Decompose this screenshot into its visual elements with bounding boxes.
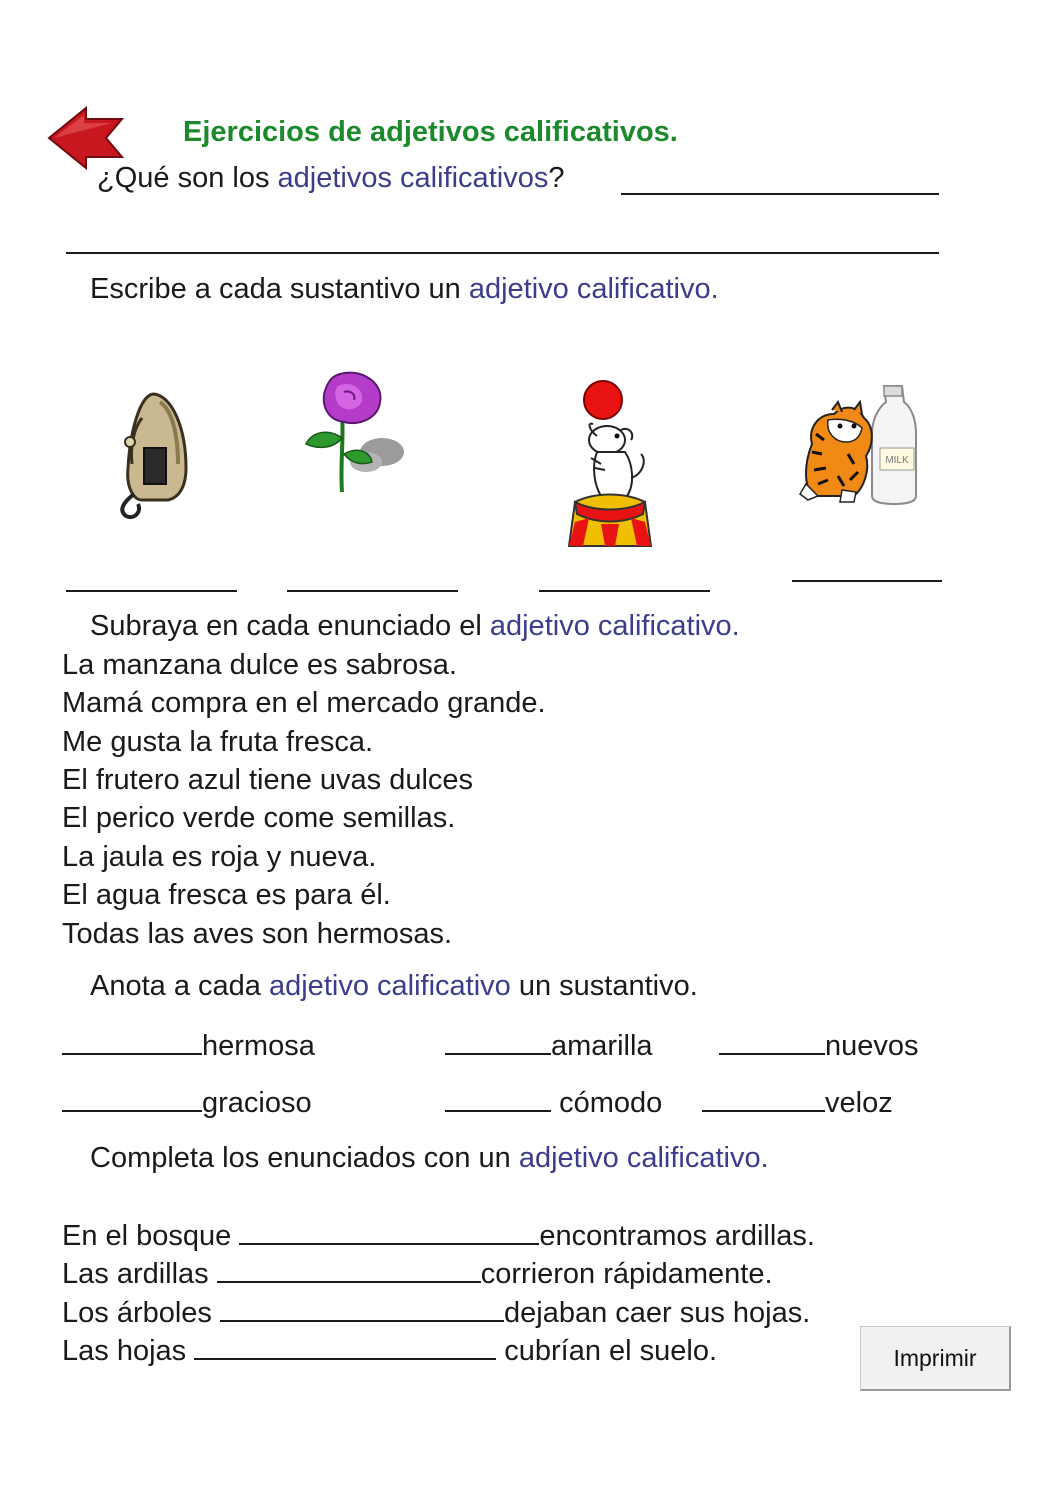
sentence-start: En el bosque <box>62 1220 240 1252</box>
word: cómodo <box>559 1087 663 1119</box>
answer-blank[interactable] <box>66 252 939 254</box>
sentence: La manzana dulce es sabrosa. <box>62 649 457 681</box>
instruction-prefix: Anota a cada <box>90 970 269 1002</box>
word: nuevos <box>825 1030 919 1062</box>
print-button[interactable]: Imprimir <box>860 1326 1011 1391</box>
instruction-suffix: un sustantivo. <box>510 970 698 1002</box>
rose-icon <box>300 366 410 496</box>
sentence: Mamá compra en el mercado grande. <box>62 687 546 719</box>
sentence-start: Las hojas <box>62 1335 195 1367</box>
answer-blank[interactable] <box>239 1219 539 1245</box>
question-term: adjetivos calificativos <box>277 162 549 194</box>
instruction-prefix: Subraya en cada enunciado el <box>90 610 490 642</box>
instruction-prefix: Escribe a cada sustantivo un <box>90 273 469 305</box>
milk-label: MILK <box>885 455 909 466</box>
answer-blank[interactable] <box>220 1296 504 1322</box>
sentence-end: corrieron rápidamente. <box>480 1258 773 1290</box>
sentence-end: cubrían el suelo. <box>496 1335 718 1367</box>
word: veloz <box>825 1087 893 1119</box>
answer-blank[interactable] <box>445 1029 551 1055</box>
sentence: El perico verde come semillas. <box>62 802 456 834</box>
instruction-term: adjetivo calificativo. <box>468 273 719 305</box>
word: amarilla <box>551 1030 653 1062</box>
completion-sentence <box>62 1219 815 1253</box>
instruction-term: adjetivo calificativo. <box>518 1142 769 1174</box>
answer-blank[interactable] <box>621 193 939 195</box>
sentence: Todas las aves son hermosas. <box>62 918 453 950</box>
instruction-term: adjetivo calificativo <box>268 970 511 1002</box>
word: gracioso <box>202 1087 312 1119</box>
sentence-end: dejaban caer sus hojas. <box>504 1297 811 1329</box>
completion-sentence <box>62 1296 810 1330</box>
sentence-end: encontramos ardillas. <box>539 1220 815 1252</box>
answer-blank[interactable] <box>539 590 710 592</box>
word: hermosa <box>202 1030 315 1062</box>
sentence: El agua fresca es para él. <box>62 879 391 911</box>
answer-blank[interactable] <box>702 1086 825 1112</box>
sentence-start: Las ardillas <box>62 1258 217 1290</box>
section4-instruction <box>90 1142 769 1175</box>
answer-blank[interactable] <box>719 1029 825 1055</box>
section3-instruction <box>90 970 698 1003</box>
word-item <box>62 1029 315 1063</box>
question-line <box>97 162 564 195</box>
answer-blank[interactable] <box>792 580 942 582</box>
instruction-term: adjetivo calificativo. <box>489 610 740 642</box>
word-item <box>445 1029 653 1063</box>
sentence: Me gusta la fruta fresca. <box>62 726 374 758</box>
completion-sentence <box>62 1334 717 1368</box>
question-suffix: ? <box>548 162 565 194</box>
answer-blank[interactable] <box>62 1086 202 1112</box>
iron-icon <box>112 388 196 524</box>
word-item <box>62 1086 312 1120</box>
question-prefix: ¿Qué son los <box>97 162 278 194</box>
answer-blank[interactable] <box>66 590 237 592</box>
instruction-prefix: Completa los enunciados con un <box>90 1142 519 1174</box>
word-item <box>445 1086 662 1120</box>
completion-sentence <box>62 1257 773 1291</box>
answer-blank[interactable] <box>62 1029 202 1055</box>
answer-blank[interactable] <box>287 590 458 592</box>
word-item <box>719 1029 919 1063</box>
sentence: La jaula es roja y nueva. <box>62 841 377 873</box>
answer-blank[interactable] <box>194 1334 496 1360</box>
sentence-start: Los árboles <box>62 1297 220 1329</box>
tiger-milk-icon <box>798 384 922 506</box>
answer-blank[interactable] <box>445 1086 551 1112</box>
page-title: Ejercicios de adjetivos calificativos. <box>183 116 678 148</box>
circus-dog-icon <box>565 378 655 550</box>
section2-instruction <box>90 610 740 643</box>
section1-instruction <box>90 273 719 306</box>
answer-blank[interactable] <box>217 1257 481 1283</box>
sentence: El frutero azul tiene uvas dulces <box>62 764 474 796</box>
word-item <box>702 1086 893 1120</box>
